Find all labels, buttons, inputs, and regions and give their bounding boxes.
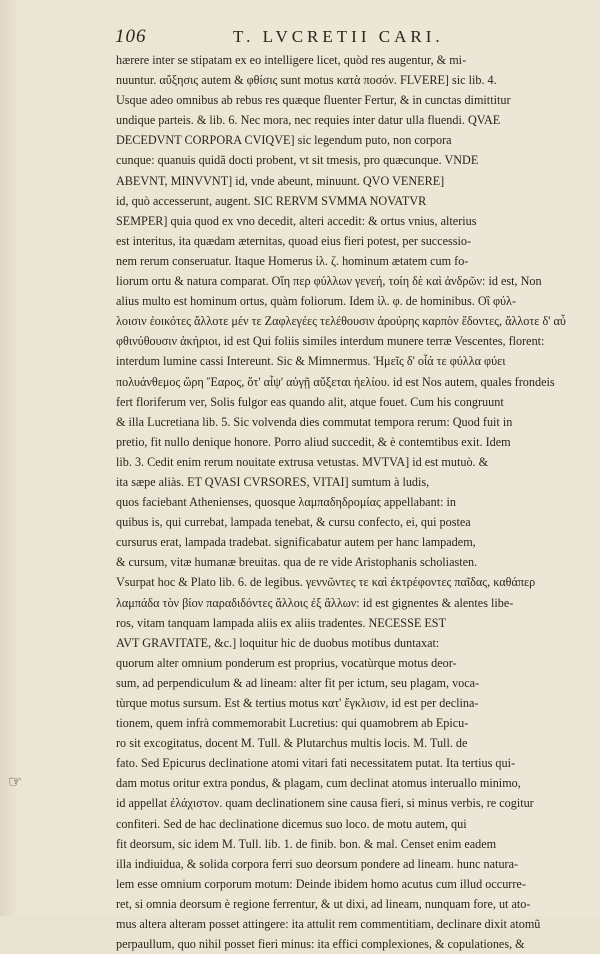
text-line: ros, vitam tanquam lampada aliis ex aliis tradentes. NECESSE EST	[116, 615, 447, 630]
text-line: interdum lumine cassi Intereunt. Sic & Mimnermus. Ἡμεῖς δ' οἷά τε φύλλα φύει	[116, 354, 506, 369]
text-line: ita sæpe aliàs. ET QVASI CVRSORES, VITAI] sumtum à ludis,	[116, 474, 430, 489]
text-line: cursurus erat, lampada tradebat. significabatur autem per hanc lampadem,	[116, 535, 476, 550]
text-line: quorum alter omnium ponderum est proprius, vocatùrque motus deor-	[116, 655, 457, 670]
text-line: illa indiuidua, & solida corpora ferri suo deorsum pondere ad lineam. hunc natura-	[116, 856, 519, 871]
text-line: nuuntur. αὔξησις autem & φθίσις sunt motus κατὰ ποσόν. FLVERE] sic lib. 4.	[116, 73, 497, 88]
text-line: Vsurpat hoc & Plato lib. 6. de legibus. γεννῶντες τε καὶ ἐκτρέφοντες παῖδας, καθάπερ	[116, 575, 536, 590]
text-line: id appellat ἐλάχιστον. quam declinationem sine causa fieri, si minus verbis, re cogitur	[116, 796, 534, 811]
page-header	[115, 26, 575, 48]
text-line: Usque adeo omnibus ab rebus res quæque fluenter Fertur, & in cunctas dimittitur	[116, 93, 511, 108]
text-line: λαμπάδα τὸν βίον παραδιδόντες ἄλλοις ἐξ ἄλλων: id est gignentes & alentes libe-	[116, 595, 514, 610]
text-line: quos faciebant Athenienses, quosque λαμπαδηδρομίας appellabant: in	[116, 495, 456, 510]
text-line: sum, ad perpendiculum & ad lineam: alter fit per ictum, seu plagam, voca-	[116, 675, 480, 690]
text-line: confiteri. Sed de hac declinatione dicemus suo loco. de motu autem, qui	[116, 816, 467, 831]
text-line: DECEDVNT CORPORA CVIQVE] sic legendum puto, non corpora	[116, 133, 452, 148]
text-line: φθινύθουσιν ἀκήριοι, id est Qui foliis similes interdum munere terræ Vescentes, florent:	[116, 334, 545, 349]
commentary-text	[116, 50, 572, 954]
running-title: T. LVCRETII CARI.	[233, 27, 444, 46]
text-line: ro sit excogitatus, docent M. Tull. & Plutarchus multis locis. M. Tull. de	[116, 736, 468, 751]
text-line: ret, si omnia deorsum è regione ferrentur, & ut dixi, ad lineam, nunquam fore, ut ato-	[116, 896, 531, 911]
text-line: lem esse omnium corporum motum: Deinde ibidem homo acutus cum illud occurre-	[116, 876, 526, 891]
text-line: SEMPER] quia quod ex vno decedit, alteri accedit: & ortus vnius, alterius	[116, 213, 477, 228]
text-line: perpaullum, quo nihil posset fieri minus: ita effici complexiones, & copulationes, &	[116, 937, 525, 952]
text-line: lib. 3. Cedit enim rerum nouitate extrusa vetustas. MVTVA] id est mutuò. &	[116, 454, 489, 469]
text-line: & cursum, vitæ humanæ breuitas. qua de re vide Aristophanis scholiasten.	[116, 555, 478, 570]
margin-mark-icon: ☞	[8, 774, 23, 791]
text-line: dam motus oritur extra pondus, & plagam, cum declinat atomus interuallo minimo,	[116, 776, 521, 791]
text-line: tùrque motus sursum. Est & tertius motus κατ' ἔγκλισιν, id est per declina-	[116, 696, 479, 710]
text-line: nem rerum conseruatur. Itaque Homerus ἰλ. ζ. hominum ætatem cum fo-	[116, 253, 469, 268]
text-line: tionem, quem infrà commemorabit Lucretius: qui quamobrem ab Epicu-	[116, 716, 469, 731]
text-line: & illa Lucretiana lib. 5. Sic volvenda dies commutat tempora rerum: Quod fuit in	[116, 414, 513, 429]
text-line: fit deorsum, sic idem M. Tull. lib. 1. de finib. bon. & mal. Censet enim eadem	[116, 836, 497, 851]
text-line: fato. Sed Epicurus declinatione atomi vitari fati necessitatem putat. Ita tertius qui-	[116, 756, 516, 771]
text-line: λοισιν ἐοικότες ἄλλοτε μέν τε Ζαφλεγέες τελέθουσιν ἀρούρης καρπὸν ἔδοντες, ἄλλοτε δ' αὖ	[116, 314, 566, 329]
text-line: id, quò accesserunt, augent. SIC RERVM SVMMA NOVATVR	[116, 193, 427, 208]
text-line: liorum ortu & natura comparat. Οἵη περ φύλλων γενεή, τοίη δὲ καὶ ἀνδρῶν: id est, Non	[116, 274, 542, 289]
text-line: AVT GRAVITATE, &c.] loquitur hic de duobus motibus duntaxat:	[116, 635, 440, 650]
text-line: hærere inter se stipatam ex eo intelligere licet, quòd res augentur, & mi-	[116, 53, 467, 67]
text-line: fert floriferum ver, Solis fulgor eas quando alit, atque fouet. Cum his congruunt	[116, 394, 504, 409]
text-line: undique parteis. & lib. 6. Nec mora, nec requies inter datur ulla fluendi. QVAE	[116, 113, 501, 128]
text-line: quibus is, qui currebat, lampada tenebat, & cursu confecto, ei, qui postea	[116, 515, 471, 530]
text-line: πολυάνθεμος ὥρη Ἔαρος, ὅτ' αἶψ' αὐγῇ αὔξεται ἠελίου. id est Nos autem, quales frondeis	[116, 374, 555, 389]
text-line: est interitus, ita quædam æternitas, quoad eius fieri potest, per successio-	[116, 233, 472, 248]
text-line: ABEVNT, MINVVNT] id, vnde abeunt, minuunt. QVO VENERE]	[116, 173, 445, 188]
text-line: mus altera alteram posset attingere: ita attulit rem commentitiam, declinare dixit atomũ	[116, 917, 541, 932]
text-line: pretio, fit nullo denique honore. Porro aliud succedit, & è contemtibus exit. Idem	[116, 434, 511, 449]
text-line: alius multo est hominum ortus, quàm foliorum. Idem ἰλ. φ. de hominibus. Οἳ φύλ-	[116, 294, 517, 309]
page-number: 106	[115, 26, 147, 47]
text-line: cunque: quanuis quidã docti probent, vt sit tmesis, pro quæcunque. VNDE	[116, 153, 479, 168]
